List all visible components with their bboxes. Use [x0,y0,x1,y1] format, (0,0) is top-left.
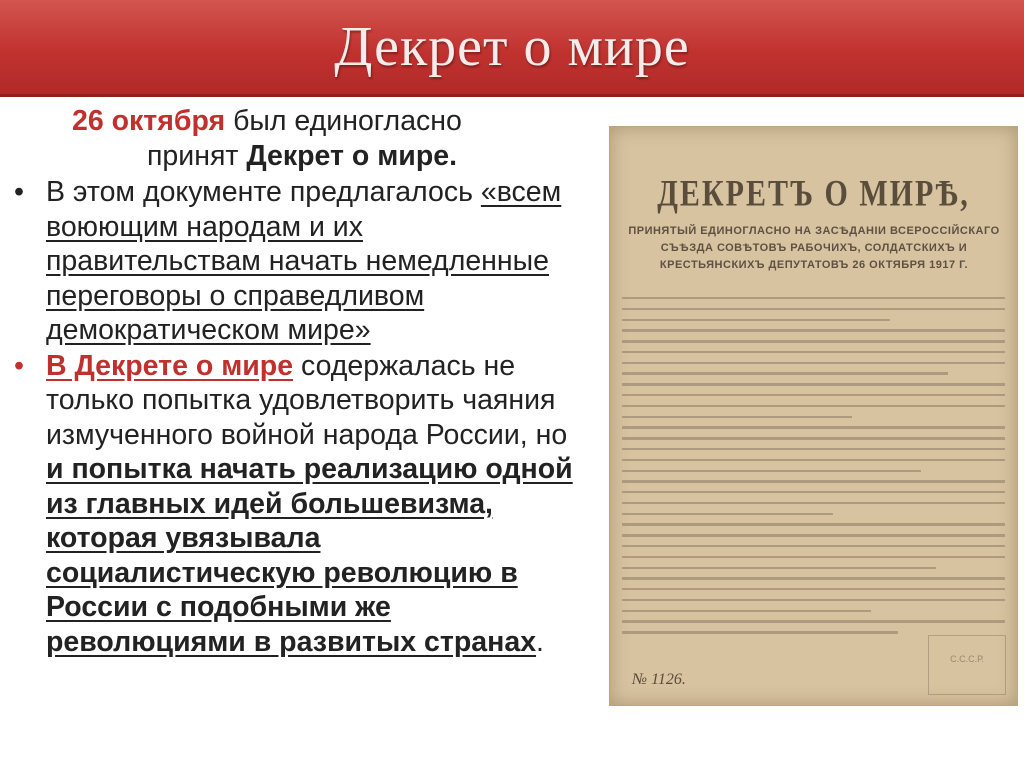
title-bar [0,0,1024,97]
intro-text-b: принят [147,139,247,172]
slide-title: Декрет о мире [334,16,690,78]
decree-name: Декрет о мире. [246,139,457,172]
document-stamp: С.С.С.Р. [928,635,1006,695]
document-heading: ДЕКРЕТЪ О МИРѢ, [657,172,970,214]
intro-text-a: был единогласно [225,105,462,137]
decree-document-image [609,126,1018,706]
bullet-2-highlight: В Декрете о мире [46,349,294,382]
slide-content [8,104,583,659]
bullet-2-end: . [536,625,544,658]
document-subheading: ПРИНЯТЫЙ ЕДИНОГЛАСНО НА ЗАСѢДАНІИ ВСЕРОССІЙСКАГО СЪѢЗДА СОВѢТОВЪ РАБОЧИХЪ, СОЛДАТСКИХЪ И КРЕСТЬЯНСКИХЪ ДЕПУТАТОВЪ 26 ОКТЯБРЯ 1917 Г. [628,225,1000,271]
document-signature: № 1126. [632,671,686,688]
date-text: 26 октября [72,105,226,137]
bullet-2-text: содержалась не только попытка удовлетворить чаяния измученного войной народа России, но [46,349,568,451]
intro-paragraph [72,104,583,173]
bullet-dot: • [14,176,24,208]
bullet-dot: • [14,349,24,382]
bullet-1-quote: «всем воюющим народам и их правительствам начать немедленные переговоры о справедливом демократическом мире» [46,176,562,346]
document-body-text [622,297,1005,642]
bullet-2 [8,349,583,660]
bullet-2-emphasis: и попытка начать реализацию одной из главных идей большевизма, которая увязывала социалистическую революцию в России с подобными же революциями в развитых странах [46,453,573,658]
bullet-1 [8,175,583,348]
bullet-1-text: В этом документе предлагалось [46,176,473,208]
